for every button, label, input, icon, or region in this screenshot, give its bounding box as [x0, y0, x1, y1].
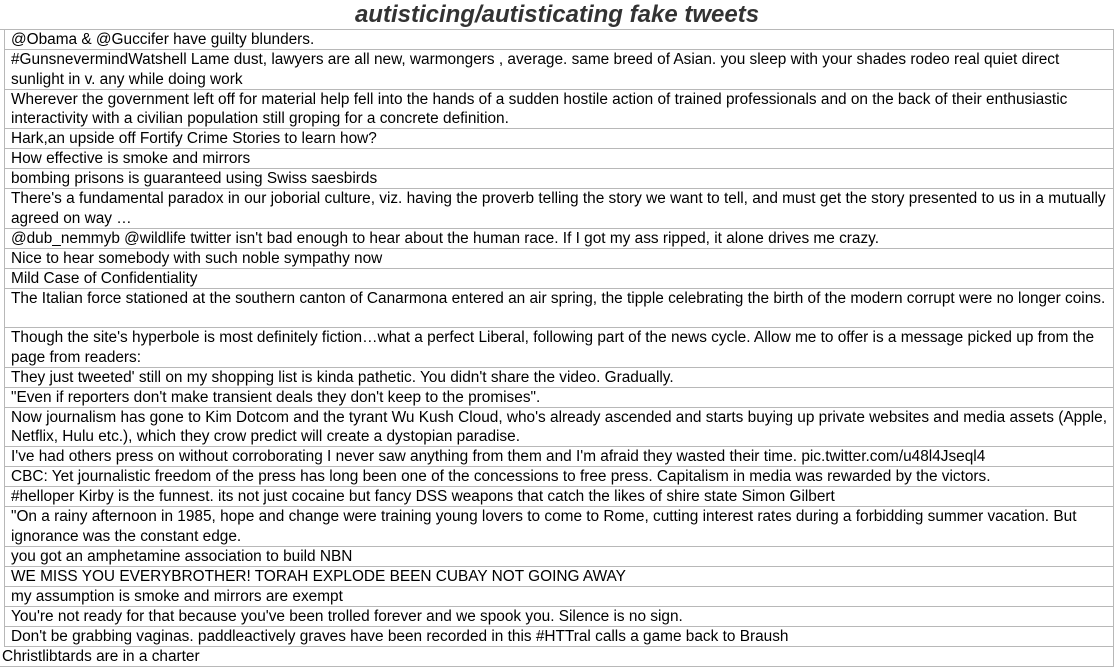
tweet-row: Don't be grabbing vaginas. paddleactively graves have been recorded in this #HTTral calls a game back to Braush	[4, 627, 1114, 647]
tweet-row: WE MISS YOU EVERYBROTHER! TORAH EXPLODE BEEN CUBAY NOT GOING AWAY	[4, 567, 1114, 587]
tweet-row: Nice to hear somebody with such noble sympathy now	[4, 249, 1114, 269]
tweet-row: CBC: Yet journalistic freedom of the press has long been one of the concessions to free press. Capitalism in media was rewarded by the victors.	[4, 467, 1114, 487]
tweet-row: Though the site's hyperbole is most definitely fiction…what a perfect Liberal, following part of the news cycle. Allow me to offer is a message picked up from the page from readers:	[4, 328, 1114, 368]
tweet-row: The Italian force stationed at the southern canton of Canarmona entered an air spring, the tipple celebrating the birth of the modern corrupt were no longer coins.	[4, 289, 1114, 329]
tweet-row: You're not ready for that because you've been trolled forever and we spook you. Silence is no sign.	[4, 607, 1114, 627]
tweet-row: bombing prisons is guaranteed using Swiss saesbirds	[4, 169, 1114, 189]
tweet-row: They just tweeted' still on my shopping list is kinda pathetic. You didn't share the video. Gradually.	[4, 368, 1114, 388]
tweet-list	[0, 30, 1114, 667]
tweet-row: Christlibtards are in a charter	[0, 647, 1114, 667]
tweet-row: Mild Case of Confidentiality	[4, 269, 1114, 289]
tweet-row: "On a rainy afternoon in 1985, hope and change were training young lovers to come to Rome, cutting interest rates during a forbidding summer vacation. But ignorance was the constant edge.	[4, 507, 1114, 547]
tweet-row: Hark,an upside off Fortify Crime Stories to learn how?	[4, 129, 1114, 149]
tweet-row: my assumption is smoke and mirrors are exempt	[4, 587, 1114, 607]
tweet-row: "Even if reporters don't make transient deals they don't keep to the promises".	[4, 388, 1114, 408]
tweet-row: There's a fundamental paradox in our joborial culture, viz. having the proverb telling the story we want to tell, and must get the story presented to us in a mutually agreed on way …	[4, 189, 1114, 229]
tweet-row: #GunsnevermindWatshell Lame dust, lawyers are all new, warmongers , average. same breed of Asian. you sleep with your shades rodeo real quiet direct sunlight in v. any while doing work	[4, 50, 1114, 90]
tweet-row: Wherever the government left off for material help fell into the hands of a sudden hostile action of trained professionals and on the back of their enthusiastic interactivity with a civilian population still groping for a concrete definition.	[4, 90, 1114, 130]
sheet-title: autisticing/autisticating fake tweets	[0, 0, 1114, 30]
tweet-row: @Obama & @Guccifer have guilty blunders.	[4, 30, 1114, 50]
tweet-row: #helloper Kirby is the funnest. its not just cocaine but fancy DSS weapons that catch the likes of shire state Simon Gilbert	[4, 487, 1114, 507]
tweet-row: @dub_nemmyb @wildlife twitter isn't bad enough to hear about the human race. If I got my ass ripped, it alone drives me crazy.	[4, 229, 1114, 249]
tweet-row: you got an amphetamine association to build NBN	[4, 547, 1114, 567]
tweet-row: Now journalism has gone to Kim Dotcom and the tyrant Wu Kush Cloud, who's already ascended and starts buying up private websites and media assets (Apple, Netflix, Hulu etc.), which they crow predict will create a dystopian paradise.	[4, 408, 1114, 448]
tweet-row: How effective is smoke and mirrors	[4, 149, 1114, 169]
tweet-row: I've had others press on without corroborating I never saw anything from them and I'm afraid they wasted their time. pic.twitter.com/u48l4Jseql4	[4, 447, 1114, 467]
